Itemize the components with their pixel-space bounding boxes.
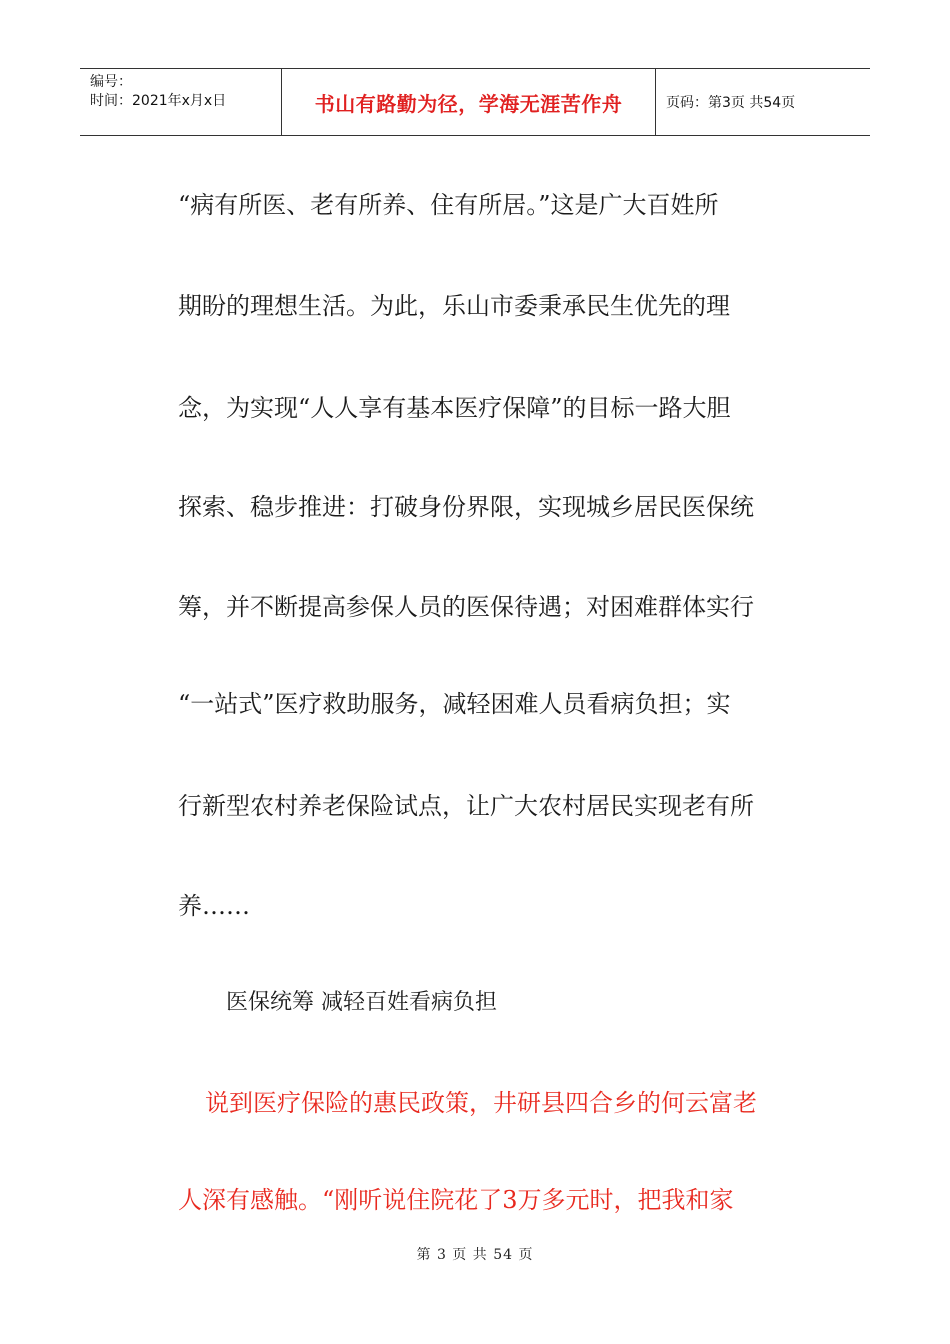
paragraph-line: 期盼的理想生活。为此，乐山市委秉承民生优先的理 — [178, 292, 730, 320]
paragraph-line: 筹，并不断提高参保人员的医保待遇；对困难群体实行 — [178, 593, 754, 621]
date-line: 时间：2021年x月x日 — [90, 93, 227, 109]
page-footer: 第 3 页 共 54 页 — [416, 1247, 534, 1263]
number-label: 编号： — [90, 74, 132, 90]
header-motto: 书山有路勤为径，学海无涯苦作舟 — [282, 69, 656, 135]
paragraph-line-red: 人深有感触。“刚听说住院花了3万多元时，把我和家 — [178, 1186, 734, 1214]
section-subheading: 医保统筹 减轻百姓看病负担 — [226, 990, 497, 1015]
page-header — [80, 68, 870, 136]
paragraph-line: 念，为实现“人人享有基本医疗保障”的目标一路大胆 — [178, 394, 731, 422]
paragraph-line: 养…… — [178, 892, 250, 920]
header-page-info: 页码：第3页 共54页 — [666, 95, 796, 111]
header-meta — [80, 69, 282, 135]
paragraph-line: 探索、稳步推进：打破身份界限，实现城乡居民医保统 — [178, 493, 754, 521]
paragraph-line-red: 说到医疗保险的惠民政策，井研县四合乡的何云富老 — [205, 1089, 757, 1117]
paragraph-line: 行新型农村养老保险试点，让广大农村居民实现老有所 — [178, 792, 754, 820]
paragraph-line: “一站式”医疗救助服务，减轻困难人员看病负担；实 — [178, 690, 731, 718]
paragraph-line: “病有所医、老有所养、住有所居。”这是广大百姓所 — [178, 191, 719, 219]
